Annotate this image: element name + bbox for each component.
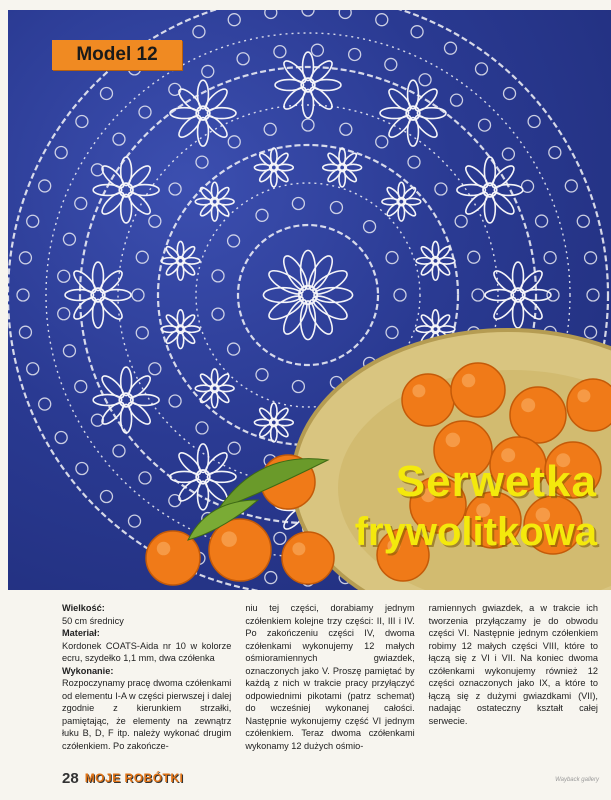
star-petal	[214, 186, 230, 202]
lace-picot	[472, 289, 484, 301]
lace-picot	[17, 289, 29, 301]
star-petal	[180, 245, 196, 261]
lace-picot	[75, 381, 87, 393]
orange-fruit	[282, 532, 334, 584]
orange-fruit	[402, 374, 454, 426]
orange-highlight	[221, 531, 237, 547]
lace-picot	[169, 395, 181, 407]
material-label: Materiał:	[62, 628, 100, 639]
star-petal	[214, 388, 230, 404]
star-petal	[420, 313, 436, 329]
lace-picot	[264, 123, 276, 135]
cover-photo	[8, 10, 611, 590]
star-petal	[165, 245, 181, 261]
lace-picot	[435, 183, 447, 195]
orange-fruit	[510, 387, 566, 443]
star-petal	[180, 313, 196, 329]
star-petal	[326, 167, 342, 183]
lace-picot	[149, 363, 161, 375]
star-petal	[385, 186, 401, 202]
lace-picot	[100, 87, 112, 99]
star-petal	[326, 152, 342, 168]
star-petal	[258, 167, 274, 183]
star-petal	[214, 372, 230, 388]
lace-picot	[136, 251, 148, 263]
lace-picot	[76, 462, 88, 474]
lace-picot	[475, 63, 487, 75]
star-petal	[386, 86, 414, 114]
lace-picot	[468, 251, 480, 263]
column-2-text: niu tej części, dorabiamy jednym czółenkiem kolejne trzy części: II, III i IV. Po zakończeniu części IV, dwoma czółenkami wykonujemy 12 małych ośmioramiennych gwiazdek, oznaczonych jako V. Proszę pamiętać by każdą z nich w trakcie pracy przyłączyć odpowiednimi pikotami (patrz schemat) do wcześniej wykonanej całości. Następnie wykonujemy część VI jednym czółenkiem. Teraz dwoma czółenkami wykonamy 12 dużych ośmio-	[245, 603, 415, 751]
star-petal	[180, 329, 196, 345]
lace-picot	[76, 116, 88, 128]
lace-picot	[196, 156, 208, 168]
star-petal	[202, 112, 230, 140]
lace-picot	[196, 422, 208, 434]
star-petal	[307, 58, 335, 86]
lace-picot	[565, 180, 577, 192]
lace-picot	[113, 133, 125, 145]
lace-picot	[19, 326, 31, 338]
lace-picot	[394, 289, 406, 301]
lace-picot	[274, 46, 286, 58]
star-petal	[307, 84, 335, 112]
star-petal	[401, 186, 417, 202]
article-title	[354, 457, 597, 554]
star-petal	[258, 152, 274, 168]
lace-picot	[419, 74, 431, 86]
lace-picot	[302, 119, 314, 131]
star-petal	[99, 373, 127, 401]
orange-highlight	[292, 542, 305, 555]
orange-highlight	[521, 398, 535, 412]
column-3-text: ramiennych gwiazdek, a w trakcie ich tworzenia przyłączamy je do obwodu części VI. Następnie jednym czółenkiem robimy 12 małych części VIII, które to łączą się z VI i VII. Na koniec dwoma czółenkami wykonujemy również 12 części oznaczonych jako IX, a które to łączą się z dużymi gwiazdkami (VII), nadając ostateczny kształt całej serwecie.	[428, 603, 598, 726]
lace-picot	[364, 221, 376, 233]
star-petal	[435, 313, 451, 329]
star-petal	[97, 268, 125, 296]
star-petal	[176, 112, 204, 140]
lace-picot	[577, 215, 589, 227]
star-petal	[342, 152, 358, 168]
star-petal	[491, 268, 519, 296]
star-petal	[125, 189, 153, 217]
lace-picot	[228, 14, 240, 26]
material-value: Kordonek COATS-Aida nr 10 w kolorze ecru, szydełko 1,1 mm, dwa czółenka	[62, 640, 232, 664]
orange-fruit	[567, 379, 611, 431]
lace-picot	[27, 363, 39, 375]
size-value: 50 cm średnicy	[62, 615, 124, 626]
lace-picot	[455, 215, 467, 227]
lace-picot	[408, 156, 420, 168]
lace-picot	[58, 308, 70, 320]
star-petal	[435, 245, 451, 261]
lace-picot	[292, 198, 304, 210]
star-petal	[199, 201, 215, 217]
star-petal	[301, 250, 316, 289]
lace-picot	[376, 136, 388, 148]
star-petal	[258, 407, 274, 423]
lace-picot	[228, 442, 240, 454]
star-petal	[199, 186, 215, 202]
star-petal	[165, 313, 181, 329]
lace-picot	[113, 445, 125, 457]
column-1	[62, 602, 232, 751]
star-petal	[263, 288, 302, 303]
star-petal	[401, 201, 417, 217]
star-petal	[199, 388, 215, 404]
star-petal	[165, 260, 181, 276]
lace-picot	[445, 42, 457, 54]
lace-picot	[193, 26, 205, 38]
lace-picot	[451, 94, 463, 106]
lace-picot	[376, 14, 388, 26]
star-petal	[463, 189, 491, 217]
lace-picot	[202, 65, 214, 77]
star-petal	[517, 268, 545, 296]
lace-picot	[302, 10, 314, 16]
lace-picot	[340, 123, 352, 135]
lace-picot	[330, 202, 342, 214]
lace-picot	[228, 136, 240, 148]
title-line-2: frywolitkowa	[354, 510, 597, 554]
lace-picot	[256, 369, 268, 381]
star-petal	[97, 294, 125, 322]
star-petal	[273, 167, 289, 183]
page-footer	[62, 768, 183, 788]
lace-picot	[27, 215, 39, 227]
lace-picot	[55, 432, 67, 444]
lace-picot	[504, 87, 516, 99]
lace-picot	[75, 197, 87, 209]
lace-picot	[587, 289, 599, 301]
lace-picot	[544, 252, 556, 264]
size-label: Wielkość:	[62, 603, 105, 613]
star-petal	[202, 86, 230, 114]
title-line-1: Serwetka	[395, 457, 597, 506]
scan-credit: Wayback gallery	[555, 777, 599, 783]
star-petal	[463, 163, 491, 191]
column-2	[245, 602, 415, 751]
lace-picot	[256, 209, 268, 221]
star-petal	[165, 329, 181, 345]
lace-picot	[237, 53, 249, 65]
lace-picot	[19, 252, 31, 264]
lace-picot	[547, 289, 559, 301]
lace-picot	[585, 252, 597, 264]
lace-picot	[129, 515, 141, 527]
orange-fruit	[451, 363, 505, 417]
star-petal	[420, 245, 436, 261]
star-petal	[125, 373, 153, 401]
lace-picot	[63, 233, 75, 245]
orange-highlight	[412, 384, 425, 397]
star-petal	[99, 399, 127, 427]
lace-picot	[292, 380, 304, 392]
lace-picot	[349, 48, 361, 60]
orange-fruit	[209, 519, 271, 581]
orange-highlight	[446, 433, 461, 448]
star-petal	[435, 260, 451, 276]
lace-picot	[585, 326, 597, 338]
star-petal	[301, 301, 316, 340]
lace-picot	[502, 148, 514, 160]
orange-highlight	[157, 542, 171, 556]
orange-highlight	[462, 374, 476, 388]
article-body	[62, 602, 598, 751]
orange-highlight	[577, 389, 590, 402]
lace-picot	[228, 235, 240, 247]
lace-picot	[63, 345, 75, 357]
column-3	[429, 602, 598, 732]
lace-picot	[479, 119, 491, 131]
lace-picot	[39, 180, 51, 192]
star-petal	[258, 422, 274, 438]
lace-picot	[58, 270, 70, 282]
star-petal	[385, 201, 401, 217]
star-petal	[273, 152, 289, 168]
star-petal	[342, 167, 358, 183]
lace-picot	[536, 215, 548, 227]
star-petal	[71, 294, 99, 322]
lace-picot	[386, 252, 398, 264]
star-petal	[314, 288, 353, 303]
lace-picot	[274, 532, 286, 544]
lace-picot	[132, 289, 144, 301]
lace-picot	[386, 326, 398, 338]
lace-picot	[39, 398, 51, 410]
star-petal	[273, 407, 289, 423]
lace-picot	[549, 147, 561, 159]
star-petal	[71, 268, 99, 296]
lace-picot	[528, 116, 540, 128]
magazine-name: MOJE ROBÓTKI	[84, 771, 184, 785]
star-petal	[420, 260, 436, 276]
lace-picot	[411, 26, 423, 38]
lace-picot	[265, 572, 277, 584]
lace-picot	[149, 215, 161, 227]
execution-text: Rozpoczynamy pracę dwoma czółenkami od elementu I-A w części pierwszej i dalej zgodnie z kierunkiem strzałki, pamiętając, że elementy na zewnątrz łuku B, D, F itp. należy wykonać drugim czółenkiem. Po zakończe-	[62, 678, 232, 751]
lace-picot	[136, 327, 148, 339]
lace-picot	[339, 10, 351, 18]
lace-picot	[100, 491, 112, 503]
lace-picot	[139, 472, 151, 484]
lace-ring	[238, 225, 378, 365]
execution-label: Wykonanie:	[62, 665, 114, 676]
star-petal	[125, 399, 153, 427]
star-petal	[125, 163, 153, 191]
lace-picot	[385, 58, 397, 70]
star-petal	[273, 422, 289, 438]
star-petal	[517, 294, 545, 322]
star-petal	[412, 112, 440, 140]
star-petal	[386, 112, 414, 140]
lace-picot	[139, 106, 151, 118]
lace-picot	[265, 10, 277, 18]
star-petal	[281, 58, 309, 86]
star-petal	[214, 201, 230, 217]
lace-picot	[169, 183, 181, 195]
lace-picot	[228, 343, 240, 355]
page-number: 28	[62, 769, 79, 787]
star-petal	[180, 260, 196, 276]
lace-picot	[212, 308, 224, 320]
lace-picot	[55, 147, 67, 159]
star-petal	[202, 450, 230, 478]
lace-picot	[311, 44, 323, 56]
model-label: Model 12	[52, 40, 182, 70]
star-petal	[491, 294, 519, 322]
lace-picot	[212, 270, 224, 282]
star-petal	[176, 450, 204, 478]
star-petal	[199, 372, 215, 388]
star-petal	[281, 84, 309, 112]
